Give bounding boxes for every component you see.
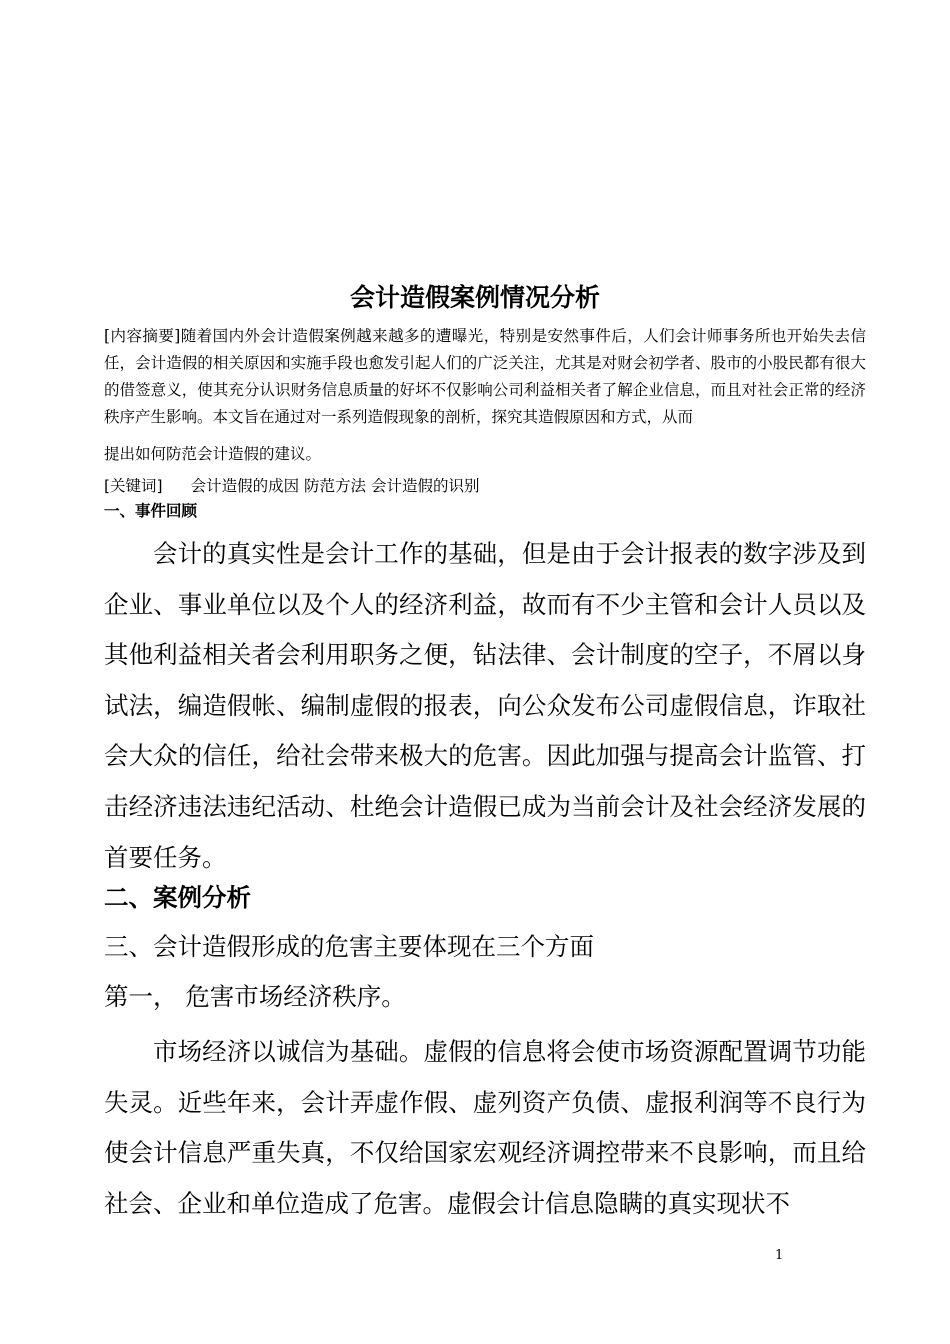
abstract xyxy=(104,323,866,468)
section3-heading: 三、会计造假形成的危害主要体现在三个方面 xyxy=(104,932,594,961)
section1-heading: 一、事件回顾 xyxy=(104,502,198,520)
abstract-body: [内容摘要]随着国内外会计造假案例越来越多的遭曝光，特别是安然事件后，人们会计师事务所也开始失去信任，会计造假的相关原因和实施手段也愈发引起人们的广泛关注，尤其是对财会初学者、股市的小股民都有很大的借签意义，使其充分认识财务信息质量的好坏不仅影响公司利益相关者了解企业信息，而且对社会正常的经济秩序产生影响。本文旨在通过对一系列造假现象的剖析，探究其造假原因和方式，从而 xyxy=(104,327,866,426)
keywords-line xyxy=(104,474,479,496)
point1-heading: 第一， 危害市场经济秩序。 xyxy=(104,982,406,1011)
section1-paragraph: 会计的真实性是会计工作的基础，但是由于会计报表的数字涉及到企业、事业单位以及个人的经济利益，故而有不少主管和会计人员以及其他利益相关者会利用职务之便，钻法律、会计制度的空子，不屑以身试法，编造假帐、编制虚假的报表，向公众发布公司虚假信息，诈取社会大众的信任，给社会带来极大的危害。因此加强与提高会计监管、打击经济违法违纪活动、杜绝会计造假已成为当前会计及社会经济发展的首要任务。 xyxy=(104,539,866,872)
section2-heading: 二、案例分析 xyxy=(104,883,251,912)
document-title: 会计造假案例情况分析 xyxy=(349,283,600,312)
keywords-text: 会计造假的成因 防范方法 会计造假的识别 xyxy=(190,477,480,495)
keywords-label: [关键词] xyxy=(104,477,163,495)
page-number: 1 xyxy=(775,1248,784,1263)
abstract-tail: 提出如何防范会计造假的建议。 xyxy=(104,445,322,463)
point1-paragraph: 市场经济以诚信为基础。虚假的信息将会使市场资源配置调节功能失灵。近些年来，会计弄虚作假、虚列资产负债、虚报利润等不良行为使会计信息严重失真，不仅给国家宏观经济调控带来不良影响，而且给社会、企业和单位造成了危害。虚假会计信息隐瞒的真实现状不 xyxy=(104,1037,866,1218)
